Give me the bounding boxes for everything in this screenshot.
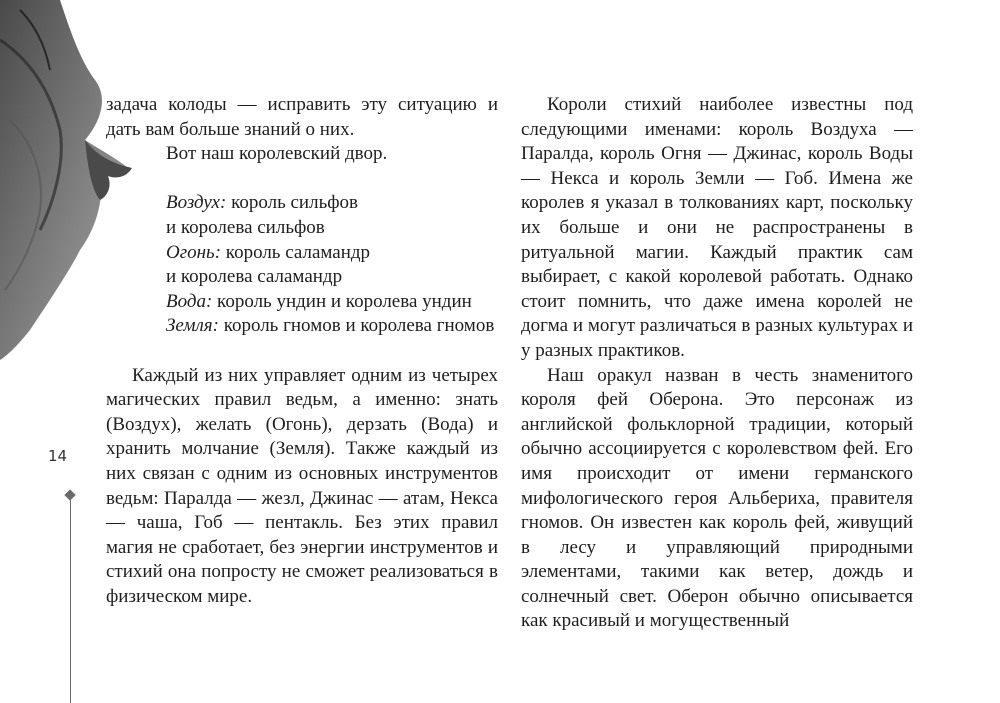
element-label: Воздух: [166, 192, 227, 214]
paragraph: задача колоды — исправить эту ситуацию и дать вам больше знаний о них. [106, 94, 498, 140]
element-text: король гномов и королева гномов [218, 315, 495, 337]
element-text: и королева саламандр [166, 266, 343, 288]
paragraph: Наш оракул назван в честь знаменитого короля фей Оберона. Это персонаж из английской фольклорной традиции, который обычно ассоциируется с королевством фей. Его имя происходит от имени германского мифологического героя Альбериха, правителя гномов. Он известен как король фей, живущий в лесу и управляющий природными элементами, такими как ветер, дождь и солнечный свет. Оберон обычно описывается как красивый и могущественный [521, 364, 913, 632]
element-label: Земля: [166, 315, 219, 337]
element-text: король ундин и королева ундин [212, 290, 472, 312]
element-text: король сильфов [226, 192, 359, 214]
left-column [106, 93, 498, 609]
element-label: Огонь: [166, 241, 222, 263]
element-text: и королева сильфов [166, 216, 325, 238]
page-number: 14 [48, 447, 68, 465]
list-item [166, 265, 498, 290]
list-item [166, 191, 498, 216]
right-column [521, 93, 913, 634]
margin-rule [70, 497, 71, 703]
court-list [166, 191, 498, 339]
list-item [166, 314, 498, 339]
list-item [166, 241, 498, 266]
element-text: король саламандр [221, 241, 371, 263]
list-item [166, 290, 498, 315]
court-intro: Вот наш королевский двор. [166, 143, 388, 165]
paragraph: Каждый из них управляет одним из четырех магических правил ведьм, а именно: знать (Воздух), желать (Огонь), дерзать (Вода) и хранить молчание (Земля). Также каждый из них связан с одним из основных инструментов ведьм: Паралда — жезл, Джинас — атам, Некса — чаша, Гоб — пентакль. Без этих правил магия не сработает, без энергии инструментов и стихий она попросту не сможет реализоваться в физическом мире. [106, 364, 498, 607]
element-label: Вода: [166, 290, 213, 312]
paragraph: Короли стихий наиболее известны под следующими именами: король Воздуха — Паралда, король Огня — Джинас, король Воды — Некса и король Земли — Гоб. Имена же королев я указал в толкованиях карт, поскольку их больше и они не распространены в ритуальной магии. Каждый практик сам выбирает, с какой королевой работать. Однако стоит помнить, что даже имена королей не догма и могут различаться в разных культурах и у разных практиков. [521, 94, 913, 361]
list-item [166, 216, 498, 241]
